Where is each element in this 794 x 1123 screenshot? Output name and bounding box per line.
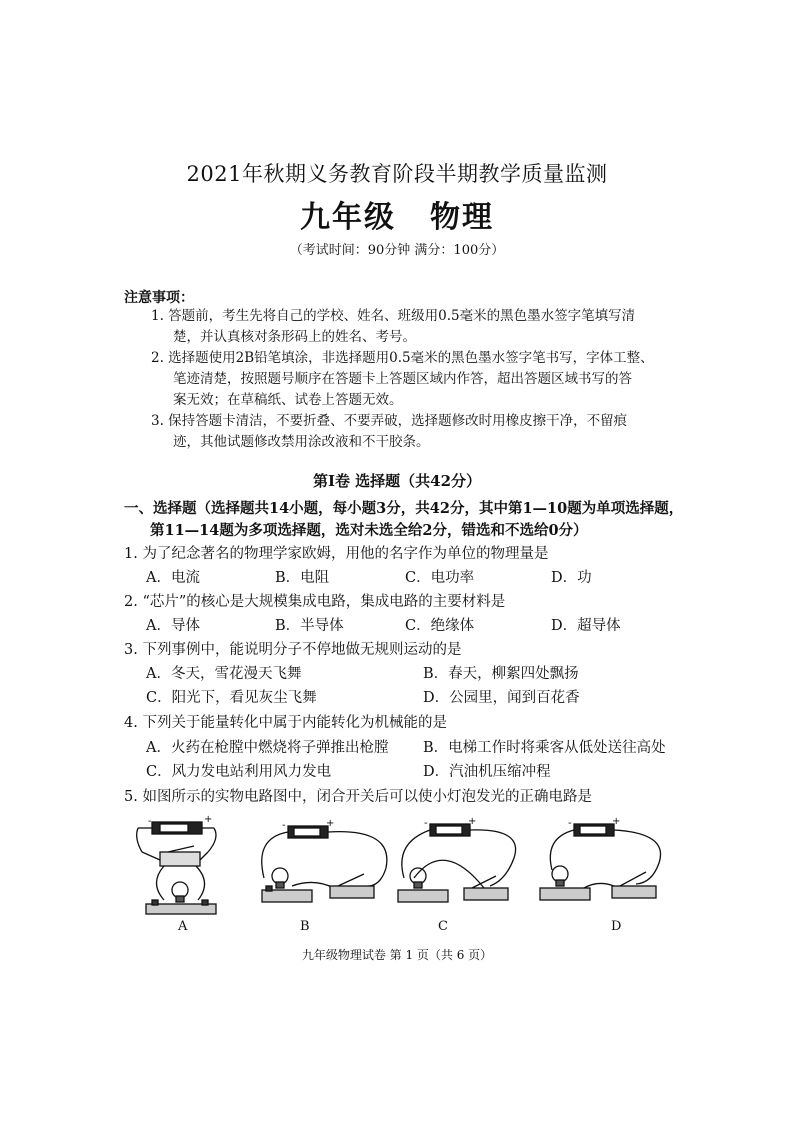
question-1-stem: 1. 为了纪念著名的物理学家欧姆，用他的名字作为单位的物理量是 (124, 546, 549, 562)
exam-subtitle (0, 192, 794, 236)
circuit-d-plus: + (612, 816, 621, 827)
question-2-option-b: B．半导体 (275, 618, 344, 634)
circuit-c-label: C (438, 919, 448, 934)
question-3-option-a: A．冬天，雪花漫天飞舞 (146, 666, 302, 682)
subject-label: 物理 (430, 200, 494, 235)
question-4-option-d: D．汽油机压缩冲程 (423, 764, 551, 780)
circuit-b-minus: - (282, 820, 286, 831)
question-2-option-a: A．导体 (146, 618, 200, 634)
circuit-c (398, 824, 516, 902)
question-1-option-d: D．功 (551, 570, 592, 586)
question-1-option-b: B．电阻 (275, 570, 330, 586)
question-2-stem: 2. “芯片”的核心是大规模集成电路，集成电路的主要材料是 (124, 594, 506, 610)
question-4-option-a: A．火药在枪膛中燃烧将子弹推出枪膛 (146, 740, 389, 756)
notice-heading: 注意事项： (124, 290, 194, 306)
circuit-a (137, 822, 216, 914)
section-instruction-line-1: 一、选择题（选择题共14小题，每小题3分，共42分，其中第1—10题为单项选择题， (124, 500, 684, 517)
question-4-stem: 4. 下列关于能量转化中属于内能转化为机械能的是 (124, 715, 447, 731)
notice-item-2-line-3: 案无效；在草稿纸、试卷上答题无效。 (173, 392, 403, 408)
question-1-option-c: C．电功率 (405, 570, 475, 586)
circuit-d-label: D (611, 919, 622, 934)
section-instruction-line-2: 第11—14题为多项选择题，选对未选全给2分，错选和不选给0分） (150, 522, 588, 539)
circuit-c-plus: + (468, 816, 477, 827)
question-3-stem: 3. 下列事例中，能说明分子不停地做无规则运动的是 (124, 642, 462, 658)
notice-item-2-line-1: 2. 选择题使用2B铅笔填涂，非选择题用0.5毫米的黑色墨水签字笔书写，字体工整、 (151, 350, 654, 366)
notice-item-3-line-1: 3. 保持答题卡清洁，不要折叠、不要弄破，选择题修改时用橡皮擦干净，不留痕 (151, 413, 628, 429)
grade-label: 九年级 (300, 200, 396, 235)
circuit-b-label: B (300, 919, 310, 934)
circuit-d (540, 824, 661, 900)
circuit-a-plus: + (204, 814, 213, 825)
question-2-option-d: D．超导体 (551, 618, 621, 634)
page-footer: 九年级物理试卷 第 1 页（共 6 页） (301, 948, 493, 962)
question-4-option-c: C．风力发电站利用风力发电 (146, 764, 332, 780)
section-title: 第Ⅰ卷 选择题（共42分） (312, 472, 482, 490)
circuit-c-minus: - (424, 818, 428, 829)
notice-item-1-line-2: 楚，并认真核对条形码上的姓名、考号。 (173, 329, 416, 345)
question-1-option-a: A．电流 (146, 570, 200, 586)
circuit-b-plus: + (326, 818, 335, 829)
question-3-option-c: C．阳光下，看见灰尘飞舞 (146, 690, 317, 706)
question-3-option-d: D．公园里，闻到百花香 (423, 690, 580, 706)
question-3-option-b: B．春天，柳絮四处飘扬 (423, 666, 579, 682)
question-4-option-b: B．电梯工作时将乘客从低处送往高处 (423, 740, 666, 756)
question-5-stem: 5. 如图所示的实物电路图中，闭合开关后可以使小灯泡发光的正确电路是 (124, 789, 592, 805)
notice-item-1-line-1: 1. 答题前，考生先将自己的学校、姓名、班级用0.5毫米的黑色墨水签字笔填写清 (151, 308, 636, 324)
exam-title: 2021年秋期义务教育阶段半期教学质量监测 (186, 162, 608, 186)
circuit-a-minus: - (148, 816, 152, 827)
exam-info: （考试时间：90分钟 满分：100分） (289, 243, 505, 258)
circuit-d-minus: - (568, 818, 572, 829)
circuit-b (262, 826, 387, 902)
circuit-figures (124, 808, 684, 938)
question-2-option-c: C．绝缘体 (405, 618, 475, 634)
circuit-a-label: A (178, 919, 188, 934)
notice-item-2-line-2: 笔迹清楚，按照题号顺序在答题卡上答题区域内作答，超出答题区域书写的答 (173, 371, 632, 387)
notice-item-3-line-2: 迹，其他试题修改禁用涂改液和不干胶条。 (173, 434, 430, 450)
